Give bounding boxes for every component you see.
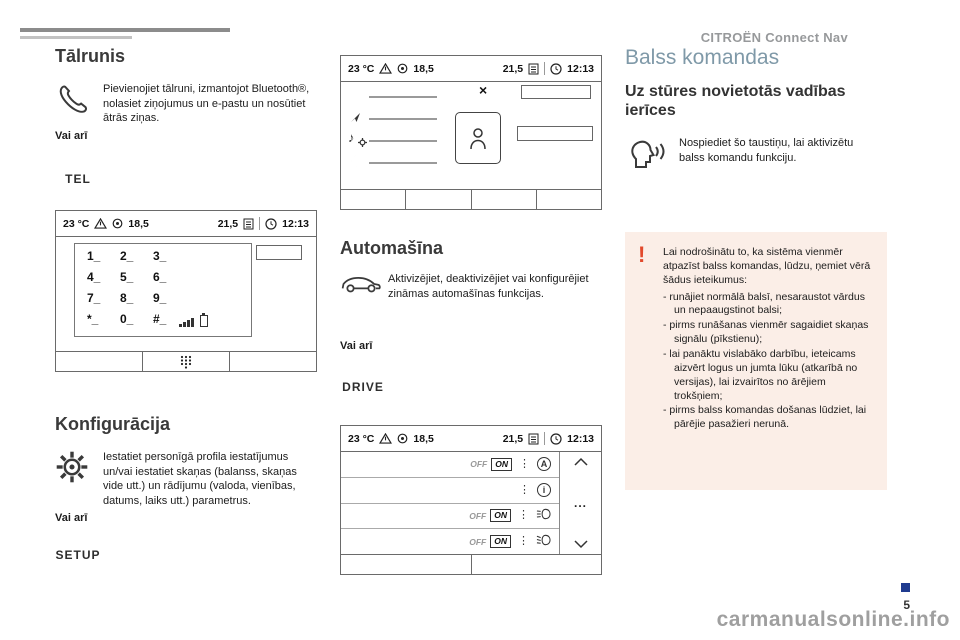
car-section-title: Automašīna bbox=[340, 238, 444, 258]
phone-description: Pievienojiet tālruni, izmantojot Bluetooth®, nolasiet ziņojumus un e-pastu un nosūtiet ātrās ziņas. bbox=[103, 83, 310, 125]
profile-tile bbox=[455, 112, 501, 164]
toggle bbox=[470, 458, 512, 471]
clock-time: 12:13 bbox=[567, 62, 594, 75]
car-icon bbox=[340, 272, 388, 301]
media-source-icon bbox=[112, 218, 123, 229]
options-dots-icon: ⋮ bbox=[519, 457, 530, 470]
voice-description: Nospiediet šo taustiņu, lai aktivizētu balss komandu funkciju. bbox=[679, 137, 854, 164]
voice-command-icon bbox=[625, 136, 679, 181]
watermark: carmanualsonline.info bbox=[716, 608, 950, 631]
dialpad bbox=[87, 249, 186, 333]
warning-list bbox=[663, 291, 873, 433]
dialpad-key: 0_ bbox=[120, 312, 134, 326]
empty-field bbox=[517, 126, 593, 141]
driver-temperature: 18,5 bbox=[128, 217, 149, 230]
empty-field bbox=[256, 245, 302, 260]
clock-icon bbox=[265, 218, 277, 230]
headlight-icon bbox=[536, 507, 551, 525]
close-icon: × bbox=[479, 82, 488, 98]
warning-mark: ! bbox=[638, 242, 646, 267]
screen3-body bbox=[341, 452, 601, 554]
empty-field bbox=[521, 85, 591, 99]
toggle bbox=[469, 535, 511, 548]
warning-intro: Lai nodrošinātu to, ka sistēma vienmēr atpazīst balss komandas, lūdzu, ņemiet vērā šādus ieteikumus: bbox=[663, 246, 871, 286]
screen1-bottom-bar bbox=[56, 351, 316, 371]
deco-line-bottom bbox=[20, 36, 132, 39]
scroll-rail bbox=[559, 452, 601, 554]
dialpad-key: 7_ bbox=[87, 291, 101, 305]
car-instruction bbox=[340, 272, 602, 301]
infotainment-screen-settings bbox=[340, 425, 602, 575]
settings-row bbox=[341, 452, 559, 478]
phone-instruction bbox=[55, 82, 320, 126]
infotainment-screen-menu bbox=[340, 55, 602, 210]
dialpad-panel bbox=[74, 243, 252, 337]
media-source-icon bbox=[397, 433, 408, 444]
or-label-car: Vai arī bbox=[340, 340, 373, 352]
dialpad-key: 4_ bbox=[87, 270, 101, 284]
media-source-icon bbox=[397, 63, 408, 74]
dialpad-key: 6_ bbox=[153, 270, 167, 284]
more-label: ... bbox=[573, 496, 587, 510]
person-icon bbox=[466, 125, 490, 151]
page-number: 5 bbox=[903, 598, 910, 612]
passenger-temperature: 21,5 bbox=[502, 62, 524, 75]
foglight-icon bbox=[536, 533, 551, 551]
infotainment-screen-phone bbox=[55, 210, 317, 372]
warning-icon bbox=[379, 433, 392, 444]
voice-section-title: Balss komandas bbox=[625, 46, 780, 69]
toggle bbox=[469, 509, 511, 522]
clock-time: 12:13 bbox=[282, 217, 309, 230]
document-icon bbox=[528, 63, 539, 75]
menu-placeholder-line bbox=[369, 96, 437, 98]
phone-section-title: Tālrunis bbox=[55, 46, 126, 66]
warning-icon bbox=[94, 218, 107, 229]
battery-icon bbox=[200, 315, 208, 327]
dialpad-key: *_ bbox=[87, 312, 99, 326]
warning-item: - lai panāktu vislabāko darbību, ieteicams aizvērt logus un jumta lūku (atkarībā no versijas), lai izvairītos no ārējiem trokšņiem; bbox=[663, 348, 858, 402]
passenger-temperature: 21,5 bbox=[217, 217, 239, 230]
dialpad-key: 1_ bbox=[87, 249, 101, 263]
toggle-off-label: OFF bbox=[469, 510, 487, 521]
dialpad-key: 8_ bbox=[120, 291, 134, 305]
phone-icon bbox=[55, 82, 103, 126]
clock-time: 12:13 bbox=[567, 432, 594, 445]
clock-icon bbox=[550, 63, 562, 75]
car-description: Aktivizējiet, deaktivizējiet vai konfigurējiet zināmas automašīnas funkcijas. bbox=[388, 273, 589, 300]
screen3-status-bar bbox=[341, 426, 601, 452]
config-description: Iestatiet personīgā profila iestatījumus un/vai iestatiet skaņas (balanss, skaņas vide utt.) un rādījumu (valoda, vienības, datums, laiks utt.) parametrus. bbox=[103, 451, 297, 508]
config-section-title: Konfigurācija bbox=[55, 414, 171, 434]
passenger-temperature: 21,5 bbox=[502, 432, 524, 445]
navigation-icon bbox=[349, 111, 362, 129]
driver-temperature: 18,5 bbox=[413, 432, 434, 445]
menu-placeholder-line bbox=[369, 140, 437, 142]
screen3-bottom-bar bbox=[341, 554, 601, 574]
document-icon bbox=[528, 433, 539, 445]
chevron-down-icon bbox=[573, 539, 589, 549]
dialpad-key: 2_ bbox=[120, 249, 134, 263]
drive-keyword: DRIVE bbox=[342, 380, 384, 394]
dialpad-key: 3_ bbox=[153, 249, 167, 263]
menu-placeholder-line bbox=[369, 118, 437, 120]
toggle-on-label: ON bbox=[490, 509, 511, 522]
toggle-off-label: OFF bbox=[470, 459, 488, 470]
gear-icon bbox=[55, 450, 103, 509]
tel-keyword: TEL bbox=[65, 172, 91, 186]
chevron-up-icon bbox=[573, 457, 589, 467]
voice-instruction bbox=[625, 136, 887, 181]
music-note-icon: ♪ bbox=[348, 130, 355, 145]
driver-temperature: 18,5 bbox=[413, 62, 434, 75]
night-mode-icon bbox=[349, 154, 362, 172]
menu-placeholder-line bbox=[369, 162, 437, 164]
auto-mode-icon: A bbox=[537, 457, 551, 471]
small-gear-icon bbox=[358, 134, 367, 152]
signal-bars-icon bbox=[179, 318, 194, 327]
options-dots-icon: ⋮ bbox=[519, 483, 530, 496]
screen1-status-bar bbox=[56, 211, 316, 237]
outside-temperature: 23 °C bbox=[63, 217, 90, 230]
settings-row bbox=[341, 529, 559, 554]
screen1-body bbox=[56, 237, 316, 351]
toggle-on-label: ON bbox=[491, 458, 512, 471]
warning-item: - pirms runāšanas vienmēr sagaidiet skaņas signālu (pīkstienu); bbox=[663, 319, 869, 346]
screen2-bottom-bar bbox=[341, 189, 601, 209]
page-marker-square bbox=[901, 583, 910, 592]
options-dots-icon: ⋮ bbox=[518, 509, 529, 522]
voice-section-subtitle: Uz stūres novietotās vadības ierīces bbox=[625, 83, 846, 120]
screen2-status-bar bbox=[341, 56, 601, 82]
doc-title: CITROËN Connect Nav bbox=[700, 30, 848, 45]
outside-temperature: 23 °C bbox=[348, 432, 375, 445]
toggle-on-label: ON bbox=[490, 535, 511, 548]
outside-temperature: 23 °C bbox=[348, 62, 375, 75]
warning-icon bbox=[379, 63, 392, 74]
settings-row bbox=[341, 478, 559, 504]
or-label-config: Vai arī bbox=[55, 512, 88, 524]
dialpad-key: 9_ bbox=[153, 291, 167, 305]
toggle-off-label: OFF bbox=[469, 536, 487, 547]
settings-rows bbox=[341, 452, 559, 554]
settings-row bbox=[341, 504, 559, 530]
or-label-phone: Vai arī bbox=[55, 130, 88, 142]
options-dots-icon: ⋮ bbox=[518, 535, 529, 548]
document-icon bbox=[243, 218, 254, 230]
setup-keyword: SETUP bbox=[55, 548, 101, 562]
dialpad-key: 5_ bbox=[120, 270, 134, 284]
dialpad-key: #_ bbox=[153, 312, 167, 326]
warning-item: - pirms balss komandas došanas lūdziet, lai pārējie pasažieri nerunā. bbox=[663, 404, 867, 431]
clock-icon bbox=[550, 433, 562, 445]
keypad-icon bbox=[180, 355, 192, 369]
warning-text bbox=[663, 246, 873, 432]
info-icon: i bbox=[537, 483, 551, 497]
warning-box bbox=[625, 232, 887, 490]
config-instruction bbox=[55, 450, 320, 509]
warning-item: - runājiet normālā balsī, nesaraustot vārdus un nepaaugstinot balsi; bbox=[663, 290, 865, 317]
screen2-body bbox=[341, 82, 601, 189]
deco-line-top bbox=[20, 28, 230, 32]
